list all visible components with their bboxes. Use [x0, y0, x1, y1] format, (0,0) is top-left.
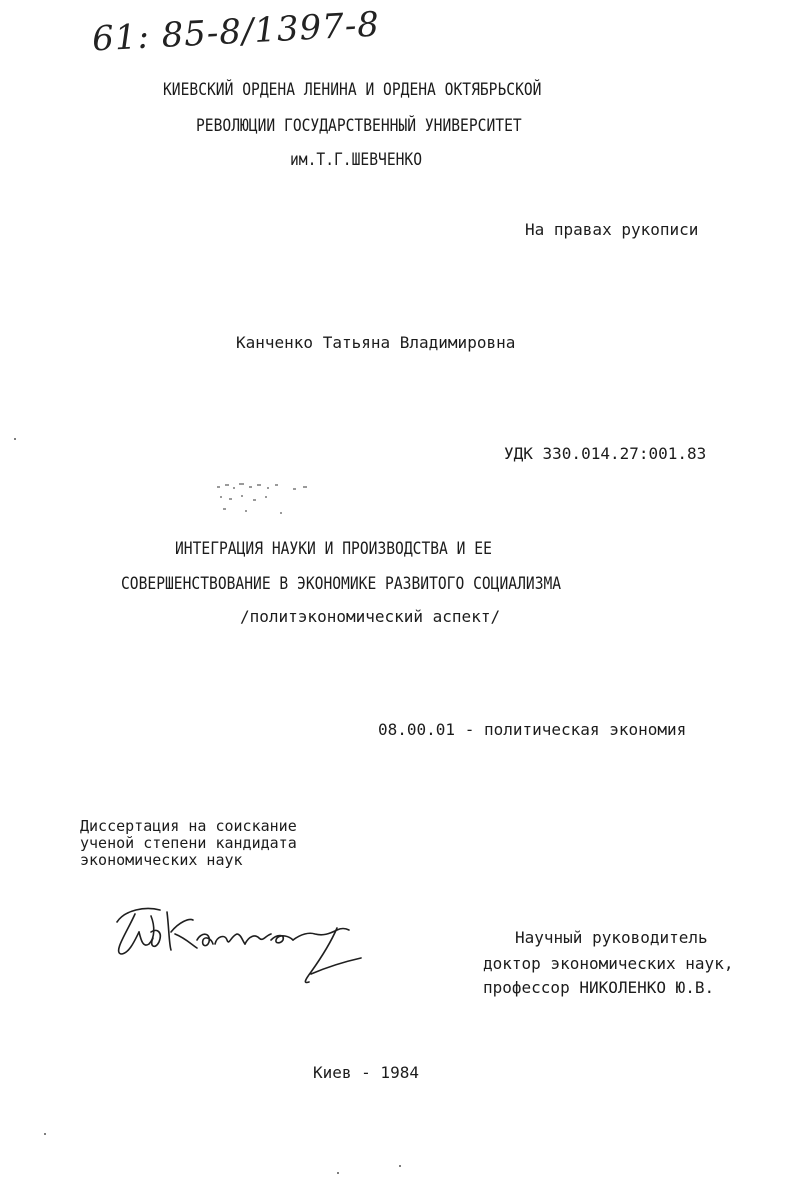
scan-speck — [14, 438, 16, 440]
institution-line-2: РЕВОЛЮЦИИ ГОСУДАРСТВЕННЫЙ УНИВЕРСИТЕТ — [196, 116, 522, 136]
title-line-2: СОВЕРШЕНСТВОВАНИЕ В ЭКОНОМИКЕ РАЗВИТОГО СОЦИАЛИЗМА — [121, 574, 562, 594]
supervisor-line-3: профессор НИКОЛЕНКО Ю.В. — [483, 978, 715, 997]
institution-line-1: КИЕВСКИЙ ОРДЕНА ЛЕНИНА И ОРДЕНА ОКТЯБРЬСКОЙ — [163, 80, 542, 100]
author-signature — [105, 892, 370, 992]
scan-speck — [399, 1165, 401, 1167]
title-line-1: ИНТЕГРАЦИЯ НАУКИ И ПРОИЗВОДСТВА И ЕЕ — [175, 539, 492, 559]
scan-speck — [44, 1133, 46, 1135]
faint-stamp-mark — [215, 478, 325, 518]
supervisor-line-2: доктор экономических наук, — [483, 954, 734, 973]
udc-code: УДК 330.014.27:001.83 — [504, 444, 707, 463]
manuscript-rights: На правах рукописи — [525, 220, 699, 239]
specialty-code: 08.00.01 - политическая экономия — [378, 720, 687, 739]
dissertation-note-line-3: экономических наук — [80, 851, 243, 869]
scan-speck — [337, 1172, 339, 1174]
place-and-year: Киев - 1984 — [313, 1063, 419, 1082]
author-name: Канченко Татьяна Владимировна — [236, 333, 516, 352]
supervisor-line-1: Научный руководитель — [515, 928, 708, 947]
archive-code: 61: 85-8/1397-8 — [91, 4, 381, 60]
dissertation-note-line-1: Диссертация на соискание — [80, 817, 297, 835]
institution-line-3: им.Т.Г.ШЕВЧЕНКО — [290, 150, 423, 170]
dissertation-note-line-2: ученой степени кандидата — [80, 834, 297, 852]
title-line-3: /политэкономический аспект/ — [240, 607, 501, 626]
